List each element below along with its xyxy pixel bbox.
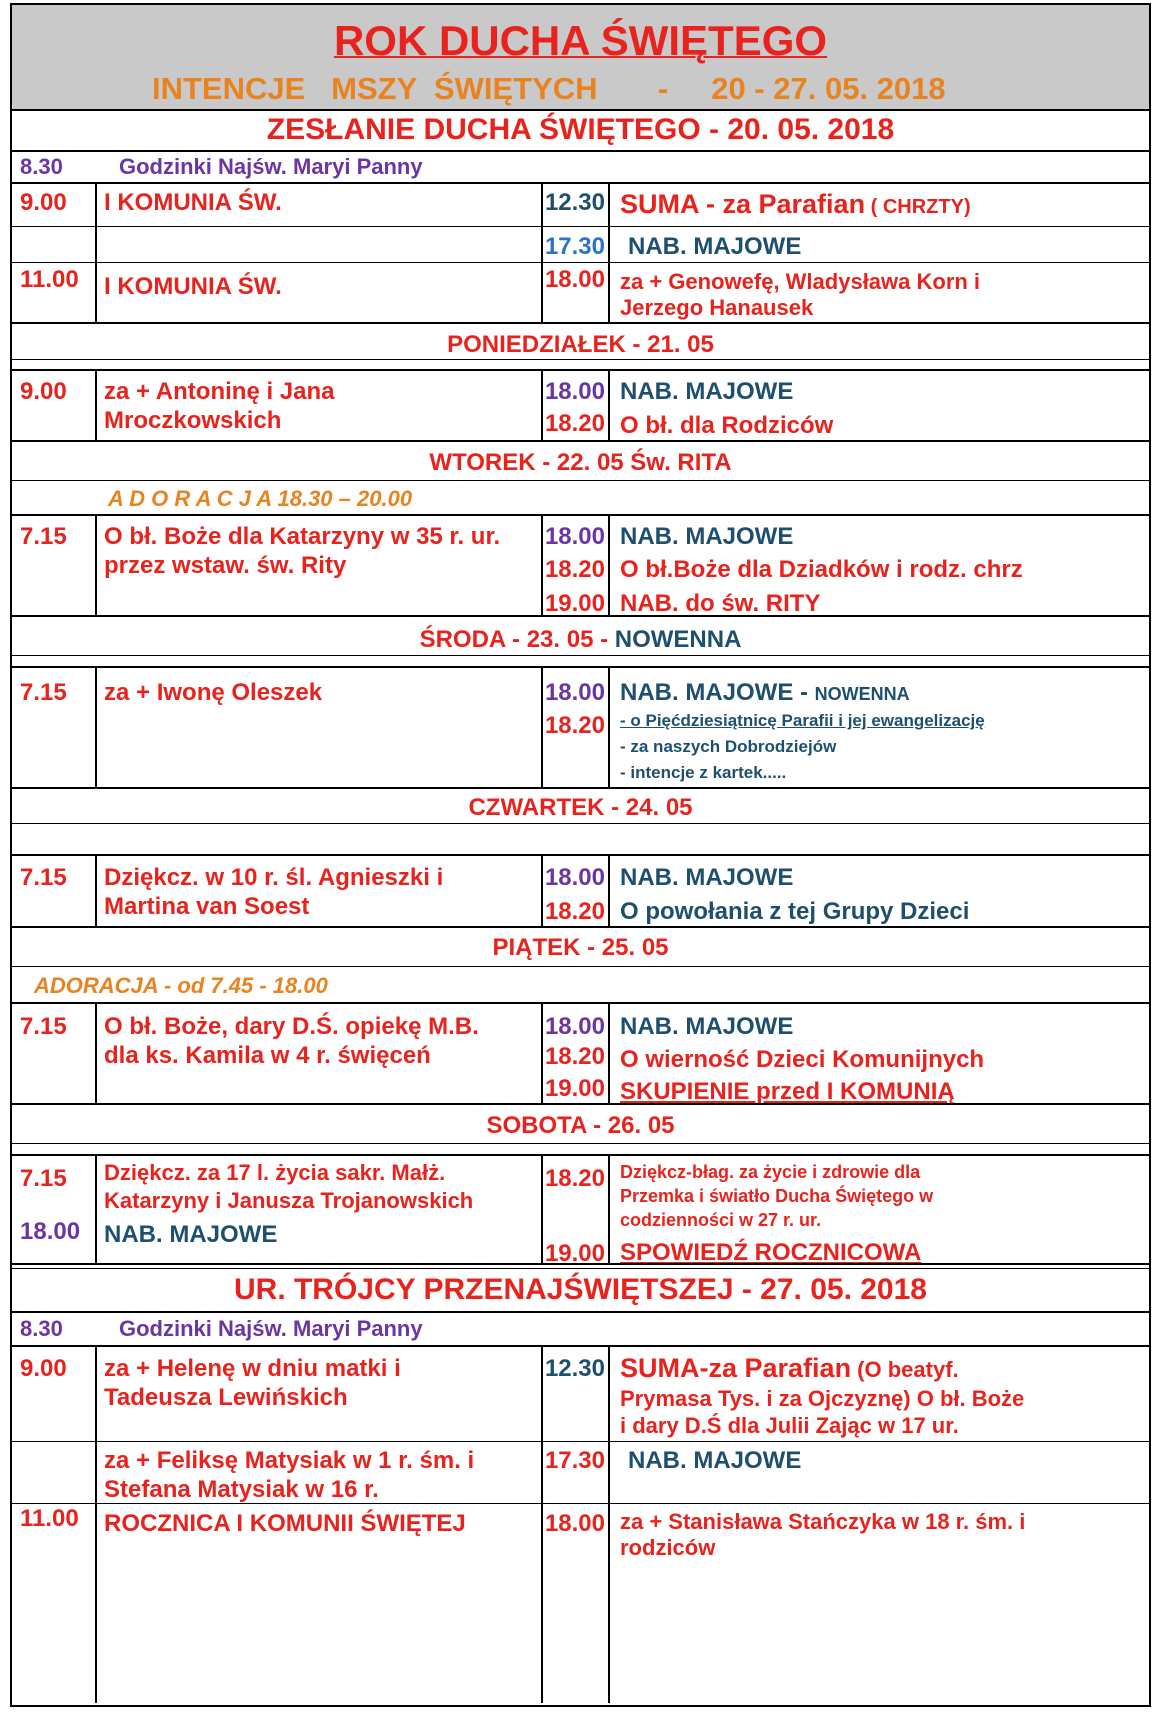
sunday2-r3-rl2: rodziców [620,1535,716,1560]
tuesday-text2: przez wstaw. św. Rity [104,552,347,579]
saturday-rtime2: 19.00 [544,1240,605,1267]
friday-rtime3: 19.00 [544,1075,605,1102]
wednesday-rl3: - intencje z kartek..... [620,763,787,782]
thursday-title: CZWARTEK - 24. 05 [468,794,693,821]
thursday-time: 7.15 [20,864,67,891]
wednesday-title-nowenna: NOWENNA [614,626,742,653]
nowenna-label: NOWENNA [814,684,910,704]
sunday1-r3-rtime: 18.00 [544,266,605,293]
tuesday-adoracja: A D O R A C J A 18.30 – 20.00 [108,486,413,511]
sunday1-r3-text: I KOMUNIA ŚW. [104,273,282,300]
sunday2-r1-rl3: i dary D.Ś dla Julii Zając w 17 ur. [620,1413,959,1438]
thursday-rtext1: NAB. MAJOWE [620,864,794,891]
sunday2-r2-rtime: 17.30 [544,1447,605,1474]
wednesday-rtext1 [620,677,910,709]
friday-rtext2: O wierność Dzieci Komunijnych [620,1046,985,1073]
monday-rtime1: 18.00 [544,378,605,405]
sunday2-title: UR. TRÓJCY PRZENAJŚWIĘTSZEJ - 27. 05. 2018 [233,1273,927,1306]
friday-text1: O bł. Boże, dary D.Ś. opiekę M.B. [104,1013,479,1040]
saturday-rl3: codzienności w 27 r. ur. [620,1210,822,1230]
thursday-text2: Martina van Soest [104,893,310,920]
sunday2-r3-rl1: za + Stanisława Stańczyka w 18 r. śm. i [620,1509,1026,1534]
page-subtitle: INTENCJE MSZY ŚWIĘTYCH - 20 - 27. 05. 2018 [152,71,946,106]
sunday1-r2-rtime: 17.30 [544,233,605,260]
sunday2-r1-rl2: Prymasa Tys. i za Ojczyznę) O bł. Boże [620,1386,1025,1411]
sunday1-r1-rtime: 12.30 [544,189,605,216]
monday-text1: za + Antoninę i Jana [104,378,335,405]
sunday2-r1-rtime: 12.30 [544,1355,605,1382]
friday-time: 7.15 [20,1013,67,1040]
sunday1-r1-rtext [620,187,971,221]
sunday1-r1-text: I KOMUNIA ŚW. [104,189,282,216]
sunday2-r1-text1: za + Helenę w dniu matki i [104,1355,401,1382]
nab-majowe-label: NAB. MAJOWE - [620,679,815,706]
sunday2-r3-rtime: 18.00 [544,1510,605,1537]
sunday2-r2-rtext: NAB. MAJOWE [628,1447,802,1474]
monday-rtext1: NAB. MAJOWE [620,378,794,405]
tuesday-text1: O bł. Boże dla Katarzyny w 35 r. ur. [104,523,501,550]
thursday-rtime2: 18.20 [544,898,605,925]
wednesday-rl1: - o Pięćdziesiątnicę Parafii i jej ewangelizację [620,711,985,730]
saturday-text1: Dziękcz. za 17 l. życia sakr. Małż. [104,1160,446,1185]
sunday1-godzinki-time: 8.30 [20,154,63,179]
saturday-title: SOBOTA - 26. 05 [486,1112,675,1139]
sunday2-r2-text2: Stefana Matysiak w 16 r. [104,1476,379,1503]
page-title: ROK DUCHA ŚWIĘTEGO [333,17,828,64]
thursday-rtime1: 18.00 [544,864,605,891]
friday-rtext1: NAB. MAJOWE [620,1013,794,1040]
tuesday-rtext3: NAB. do św. RITY [620,590,821,617]
saturday-text3: NAB. MAJOWE [104,1221,278,1248]
monday-text2: Mroczkowskich [104,407,282,434]
thursday-text1: Dziękcz. w 10 r. śl. Agnieszki i [104,864,444,891]
sunday2-r3-time: 11.00 [20,1505,79,1532]
sunday2-r3-text: ROCZNICA I KOMUNII ŚWIĘTEJ [104,1510,466,1537]
tuesday-rtime2: 18.20 [544,556,605,583]
chrzty-label: ( CHRZTY) [865,196,971,218]
tuesday-title: WTOREK - 22. 05 Św. RITA [429,449,732,476]
friday-adoracja: ADORACJA - od 7.45 - 18.00 [34,973,328,998]
thursday-rtext2: O powołania z tej Grupy Dzieci [620,898,970,925]
saturday-rl1: Dziękcz-błag. za życie i zdrowie dla [620,1162,921,1182]
sunday1-r2-rtext: NAB. MAJOWE [628,233,802,260]
sunday1-r1-time: 9.00 [20,189,67,216]
tuesday-rtime1: 18.00 [544,523,605,550]
tuesday-rtext1: NAB. MAJOWE [620,523,794,550]
wednesday-title [12,624,1149,656]
sunday2-r2-text1: za + Feliksę Matysiak w 1 r. śm. i [104,1447,475,1474]
friday-title: PIĄTEK - 25. 05 [492,934,669,961]
friday-rtime1: 18.00 [544,1013,605,1040]
wednesday-rtime1: 18.00 [544,679,605,706]
monday-rtime2: 18.20 [544,410,605,437]
saturday-time2: 18.00 [20,1218,81,1245]
sunday1-r3-rtext2: Jerzego Hanausek [620,295,814,320]
monday-title: PONIEDZIAŁEK - 21. 05 [447,331,714,358]
saturday-rtime1: 18.20 [544,1165,605,1192]
tuesday-rtime3: 19.00 [544,590,605,617]
wednesday-time: 7.15 [20,679,67,706]
suma-label: SUMA - za Parafian [620,189,866,219]
friday-rtime2: 18.20 [544,1043,605,1070]
wednesday-text1: za + Iwonę Oleszek [104,679,323,706]
sunday2-godzinki-text: Godzinki Najśw. Maryi Panny [119,1316,423,1341]
monday-rtext2: O bł. dla Rodziców [620,412,834,439]
schedule-sheet [10,3,1151,1707]
sunday2-r1-rl1 [620,1351,959,1385]
monday-time: 9.00 [20,378,67,405]
sunday1-title: ZESŁANIE DUCHA ŚWIĘTEGO - 20. 05. 2018 [266,113,895,146]
sunday2-r1-time: 9.00 [20,1355,67,1382]
suma-label: SUMA-za Parafian [620,1353,852,1383]
tuesday-rtext2: O bł.Boże dla Dziadków i rodz. chrz [620,556,1023,583]
sunday1-r3-time: 11.00 [20,266,79,293]
saturday-rl2: Przemka i światło Ducha Świętego w [620,1186,934,1206]
sunday2-r1-text2: Tadeusza Lewińskich [104,1384,348,1411]
sunday1-r3-rtext1: za + Genowefę, Wladysława Korn i [620,269,981,294]
tuesday-time: 7.15 [20,523,67,550]
header-banner [12,5,1149,111]
beatyf-label: (O beatyf. [851,1357,959,1382]
saturday-time1: 7.15 [20,1165,67,1192]
wednesday-rl2: - za naszych Dobrodziejów [620,737,837,756]
wednesday-rtime2: 18.20 [544,712,605,739]
wednesday-title-date: ŚRODA - 23. 05 - [419,626,615,653]
sunday1-godzinki-text: Godzinki Najśw. Maryi Panny [119,154,423,179]
saturday-rtext2: SPOWIEDŹ ROCZNICOWA [620,1239,922,1266]
saturday-text2: Katarzyny i Janusza Trojanowskich [104,1188,474,1213]
sunday2-godzinki-time: 8.30 [20,1316,63,1341]
friday-text2: dla ks. Kamila w 4 r. święceń [104,1042,431,1069]
friday-rtext3: SKUPIENIE przed I KOMUNIĄ [620,1078,955,1105]
